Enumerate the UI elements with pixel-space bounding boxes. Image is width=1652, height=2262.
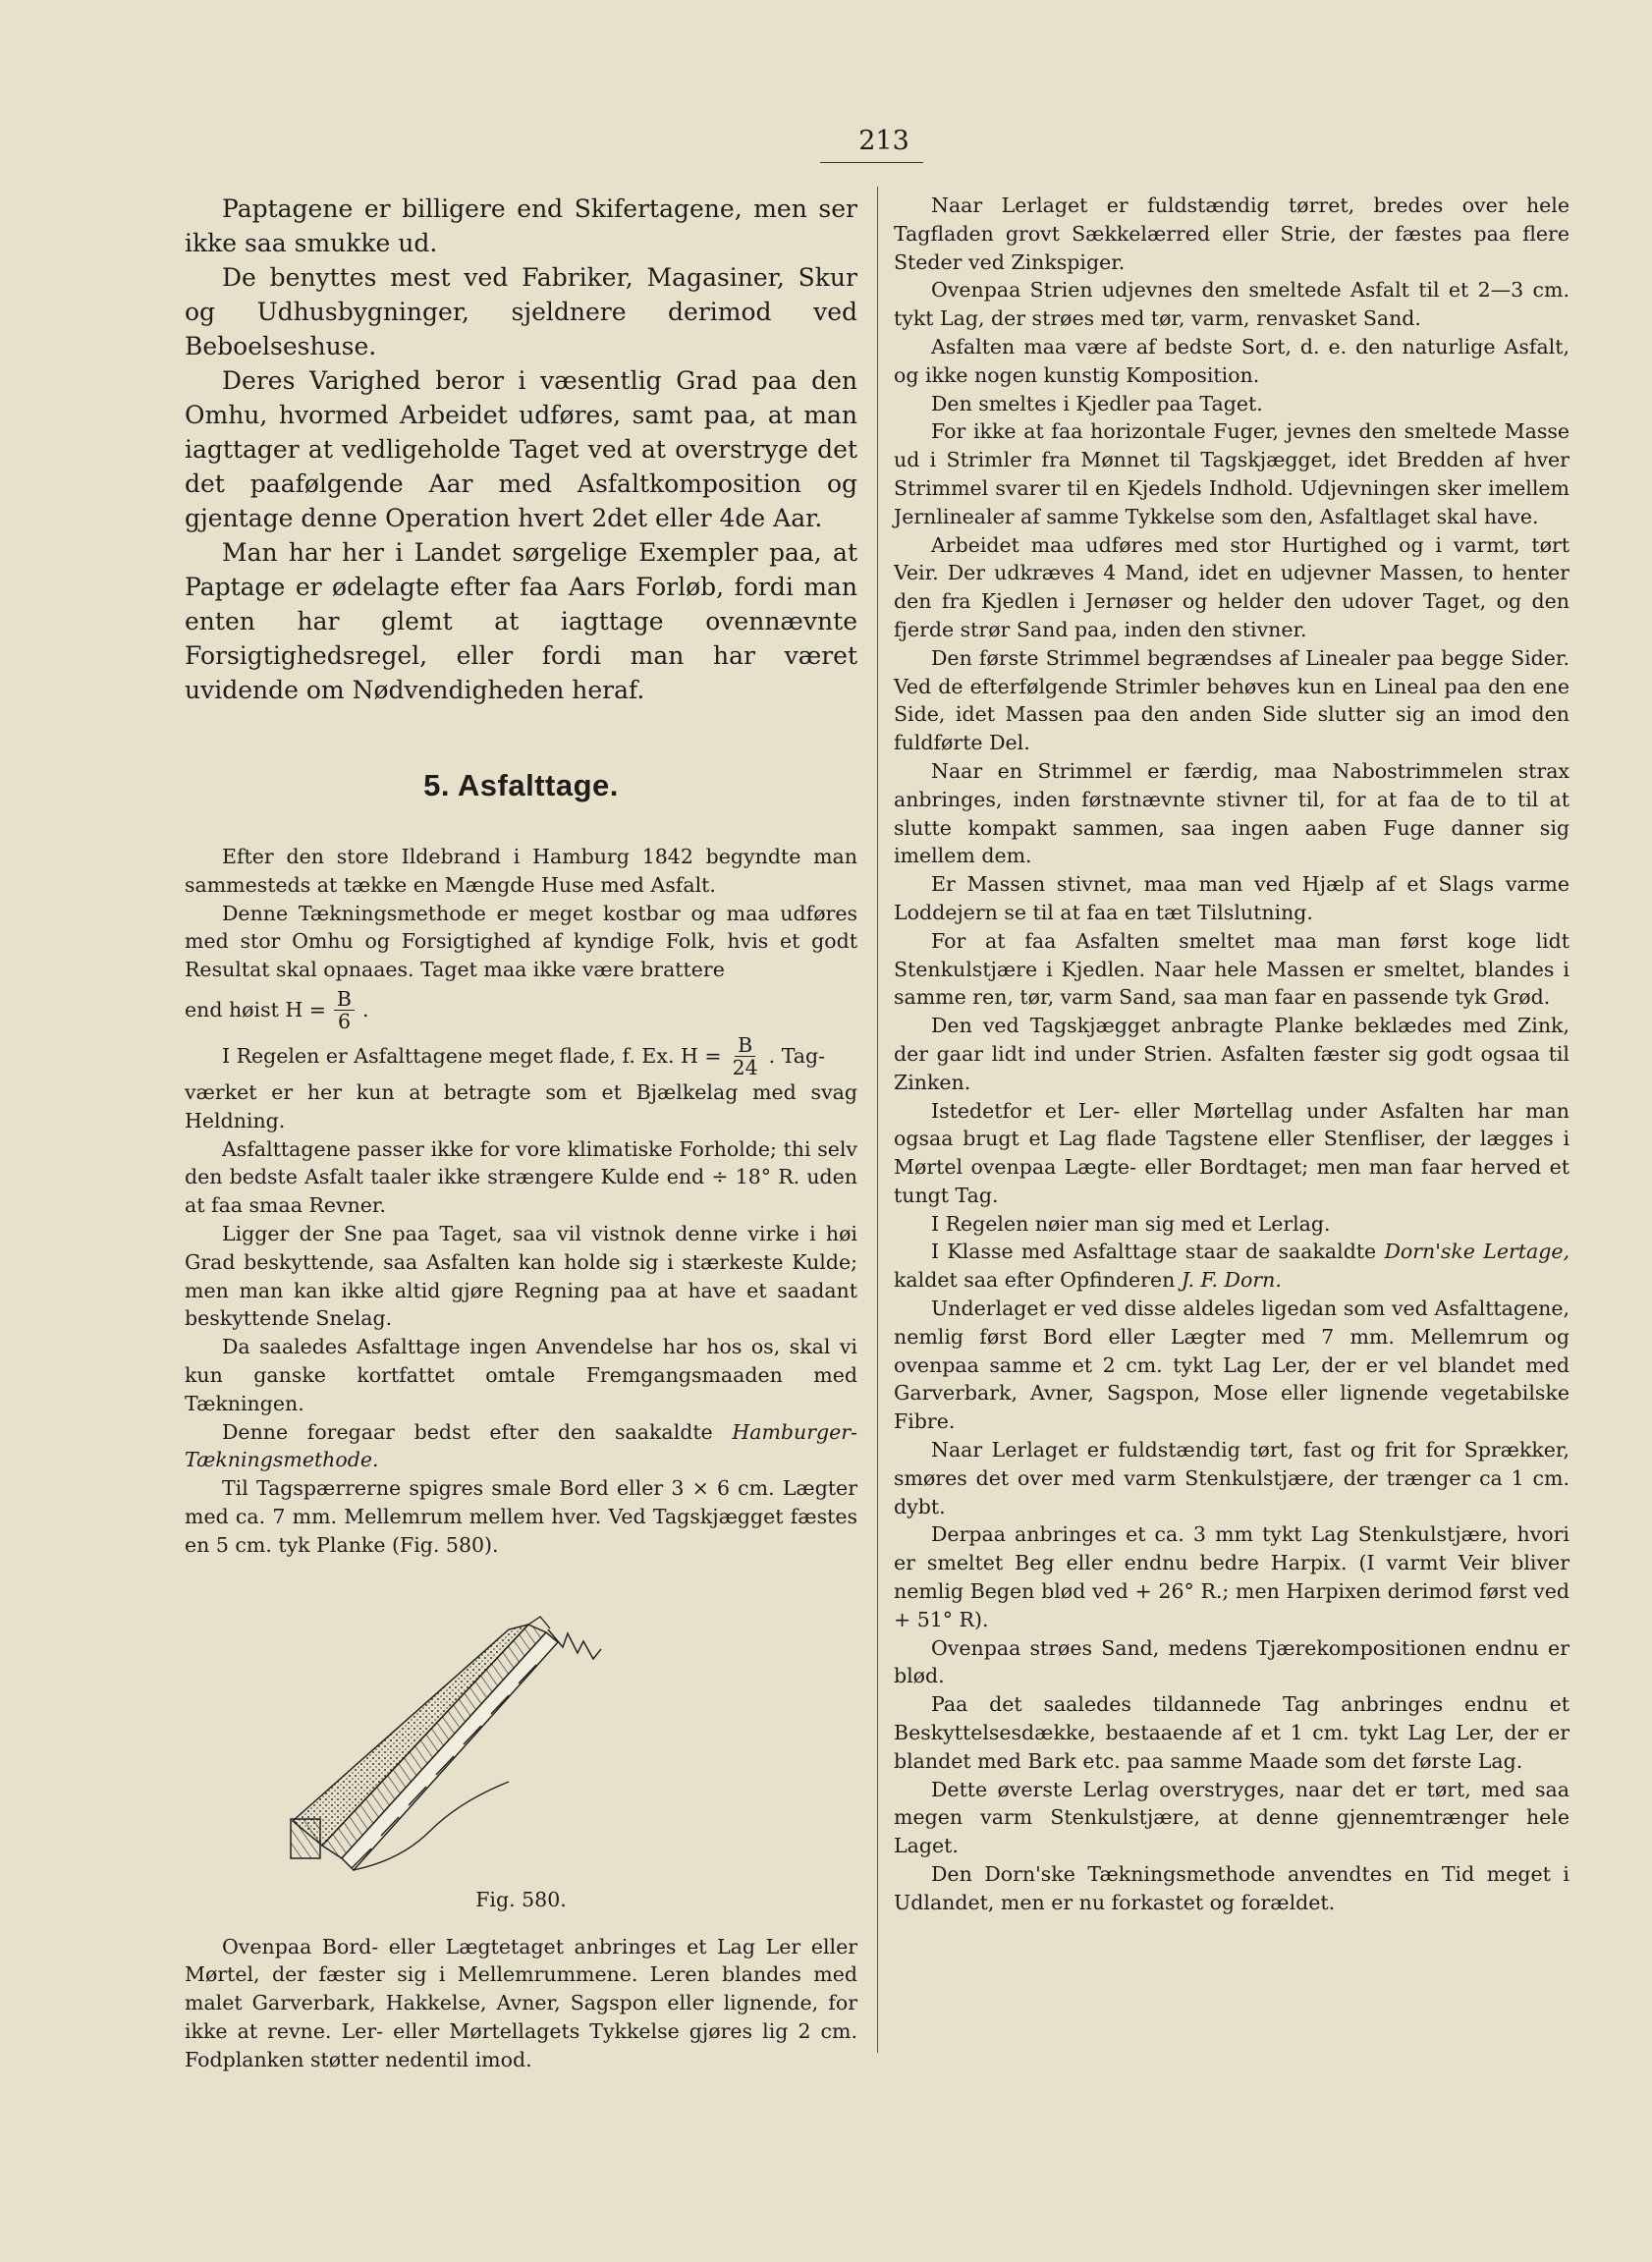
page-number-rule: [820, 162, 923, 163]
text: I Klasse med Asfalttage staar de saakaldte: [931, 1240, 1385, 1264]
formula-typical-height: [185, 1034, 857, 1078]
page-number: 213: [858, 126, 909, 156]
left-column: [185, 192, 857, 2074]
paragraph: [185, 1418, 857, 1475]
formula-suffix: . Tag-: [768, 1044, 826, 1069]
paragraph: Da saaledes Asfalttage ingen Anvendelse har hos os, skal vi kun ganske kortfattet omtale Fremgangsmaaden med Tækningen.: [185, 1335, 857, 1415]
paragraph: Denne Tækningsmethode er meget kostbar og maa udføres med stor Omhu og Forsigtighed af kyndige Folk, hvis et godt Resultat skal opnaaes. Taget maa ikke være brattere: [185, 901, 857, 982]
fraction: [334, 988, 355, 1032]
inventor-name: J. F. Dorn.: [1181, 1268, 1282, 1293]
paragraph: Arbeidet maa udføres med stor Hurtighed og i varmt, tørt Veir. Der udkræves 4 Mand, idet en udjevner Massen, to henter den fra Kjedlen i Jernøser og helder den udover Taget, og den fjerde strør Sand paa, inden den stivner.: [894, 532, 1569, 641]
roof-section-illustration: [283, 1585, 754, 1880]
paragraph: Asfalttagene passer ikke for vore klimatiske Forholde; thi selv den bedste Asfalt taaler ikke strængere Kulde end ÷ 18° R. uden at faa smaa Revner.: [185, 1136, 857, 1218]
formula-suffix: .: [362, 998, 369, 1022]
paragraph: Den første Strimmel begrændses af Linealer paa begge Sider. Ved de efterfølgende Strimler behøves kun en Lineal paa den ene Side, idet Massen paa den anden Side slutter sig an imod den fuldførte Del.: [894, 645, 1569, 755]
right-column: [894, 192, 1569, 1917]
paragraph: Ovenpaa strøes Sand, medens Tjærekompositionen endnu er blød.: [894, 1635, 1569, 1688]
fraction-denominator: 24: [732, 1055, 758, 1079]
column-divider: [877, 187, 878, 2053]
paragraph: Er Massen stivnet, maa man ved Hjælp af et Slags varme Loddejern se til at faa en tæt Tilslutning.: [894, 872, 1569, 924]
section-heading: 5. Asfalttage.: [423, 768, 619, 802]
paragraph: Naar Lerlaget er fuldstændig tørt, fast og frit for Sprækker, smøres det over med varm Stenkulstjære, der trænger ca 1 cm. dybt.: [894, 1438, 1569, 1518]
paragraph: Den ved Tagskjægget anbragte Planke beklædes med Zink, der gaar lidt ind under Strien. Asfalten fæster sig godt ogsaa til Zinken.: [894, 1014, 1569, 1094]
paragraph: Man har her i Landet sørgelige Exempler paa, at Paptage er ødelagte efter faa Aars Forløb, fordi man enten har glemt at iagttage ovennævnte Forsigtighedsregel, eller fordi man har været uvidende om Nødvendigheden heraf.: [185, 538, 857, 704]
paragraph: Asfalten maa være af bedste Sort, d. e. den naturlige Asfalt, og ikke nogen kunstig Komposition.: [894, 334, 1569, 387]
paragraph: Deres Varighed beror i væsentlig Grad paa den Omhu, hvormed Arbeidet udføres, samt paa, at man iagttager at vedligeholde Taget ved at overstryge det det paafølgende Aar med Asfaltkomposition og gjentage denne Operation hvert 2det eller 4de Aar.: [185, 366, 857, 532]
paragraph: Den smeltes i Kjedler paa Taget.: [931, 391, 1263, 415]
paragraph: Den Dorn'ske Tækningsmethode anvendtes en Tid meget i Udlandet, men er nu forkastet og forældet.: [894, 1862, 1569, 1914]
paragraph: Derpaa anbringes et ca. 3 mm tykt Lag Stenkulstjære, hvori er smeltet Beg eller endnu bedre Harpix. (I varmt Veir bliver nemlig Begen blød ved + 26° R.; men Harpixen derimod først ved + 51° R).: [894, 1522, 1569, 1631]
paragraph: værket er her kun at betragte som et Bjælkelag med svag Heldning.: [185, 1079, 857, 1132]
text: kaldet saa efter Opfinderen: [894, 1268, 1182, 1293]
paragraph: Underlaget er ved disse aldeles ligedan som ved Asfalttagene, nemlig først Bord eller Lægter med 7 mm. Mellemrum og ovenpaa samme et 2 cm. tykt Lag Ler, der er vel blandet med Garverbark, Avner, Sagspon, Mose eller lignende vegetabilske Fibre.: [894, 1297, 1569, 1434]
paragraph: Ligger der Sne paa Taget, saa vil vistnok denne virke i høi Grad beskyttende, saa Asfalten kan holde sig i stærkeste Kulde; men man kan ikke altid gjøre Regning paa at have et saadant beskyttende Snelag.: [185, 1221, 857, 1331]
intro-text: [185, 192, 857, 707]
paragraph: I Regelen nøier man sig med et Lerlag.: [931, 1211, 1331, 1236]
method-name: Hamburger-Tækningsmethode.: [185, 1419, 857, 1472]
paragraph: Ovenpaa Strien udjevnes den smeltede Asfalt til et 2—3 cm. tykt Lag, der strøes med tør, varm, renvasket Sand.: [894, 278, 1569, 331]
roof-type-name: Dorn'ske Lertage,: [1384, 1240, 1569, 1264]
formula-max-height: [185, 988, 857, 1032]
paragraph: Paa det saaledes tildannede Tag anbringes endnu et Beskyttelsesdække, bestaaende af et 1 cm. tykt Lag Ler, der er blandet med Bark etc. paa samme Maade som det første Lag.: [894, 1692, 1569, 1773]
paragraph: Istedetfor et Ler- eller Mørtellag under Asfalten har man ogsaa brugt et Lag flade Tagstene eller Stenfliser, der lægges i Mørtel ovenpaa Lægte- eller Bordtaget; men man faar herved et tungt Tag.: [894, 1098, 1569, 1207]
formula-prefix: I Regelen er Asfalttagene meget flade, f. Ex. H =: [222, 1044, 722, 1069]
section-text: [185, 843, 857, 2074]
paragraph: Naar en Strimmel er færdig, maa Nabostrimmelen strax anbringes, inden førstnævnte stivner til, for at faa de to til at slutte kompakt sammen, saa ingen aaben Fuge danner sig imellem dem.: [894, 758, 1569, 868]
paragraph: Paptagene er billigere end Skifertagene, men ser ikke saa smukke ud.: [185, 194, 857, 257]
fraction: [730, 1034, 761, 1078]
figure-caption: Fig. 580.: [475, 1887, 567, 1911]
paragraph: Dette øverste Lerlag overstryges, naar det er tørt, med saa megen varm Stenkulstjære, at denne gjennemtrænger hele Laget.: [894, 1777, 1569, 1858]
paragraph: [894, 1238, 1569, 1295]
paragraph: De benyttes mest ved Fabriker, Magasiner, Skur og Udhusbygninger, sjeldnere derimod ved Beboelseshuse.: [185, 263, 857, 360]
paragraph: For ikke at faa horizontale Fuger, jevnes den smeltede Masse ud i Strimler fra Mønnet til Tagskjægget, idet Bredden af hver Strimmel svarer til en Kjedels Indhold. Udjevningen sker imellem Jernlinealer af samme Tykkelse som den, Asfaltlaget skal have.: [894, 419, 1569, 528]
fraction-denominator: 6: [337, 1009, 351, 1033]
fraction-numerator: B: [735, 1034, 755, 1057]
text: Denne foregaar bedst efter den saakaldte: [222, 1419, 733, 1444]
figure-580: [185, 1585, 857, 1880]
paragraph: Til Tagspærrerne spigres smale Bord eller 3 × 6 cm. Lægter med ca. 7 mm. Mellemrum mellem hver. Ved Tagskjægget fæstes en 5 cm. tyk Planke (Fig. 580).: [185, 1476, 857, 1557]
paragraph: Naar Lerlaget er fuldstændig tørret, bredes over hele Tagfladen grovt Sækkelærred eller Strie, der fæstes paa flere Steder ved Zinkspiger.: [894, 193, 1569, 274]
formula-prefix: end høist H =: [185, 998, 326, 1022]
paragraph: Efter den store Ildebrand i Hamburg 1842 begyndte man sammesteds at tække en Mængde Huse med Asfalt.: [185, 845, 857, 897]
fraction-numerator: B: [334, 988, 355, 1011]
paragraph: Ovenpaa Bord- eller Lægtetaget anbringes et Lag Ler eller Mørtel, der fæster sig i Mellemrummene. Leren blandes med malet Garverbark, Hakkelse, Avner, Sagspon eller lignende, for ikke at revne. Ler- eller Mørtellagets Tykkelse gjøres lig 2 cm. Fodplanken støtter nedentil imod.: [185, 1934, 857, 2071]
paragraph: For at faa Asfalten smeltet maa man først koge lidt Stenkulstjære i Kjedlen. Naar hele Massen er smeltet, blandes i samme ren, tør, varm Sand, saa man faar en passende tyk Grød.: [894, 928, 1569, 1010]
